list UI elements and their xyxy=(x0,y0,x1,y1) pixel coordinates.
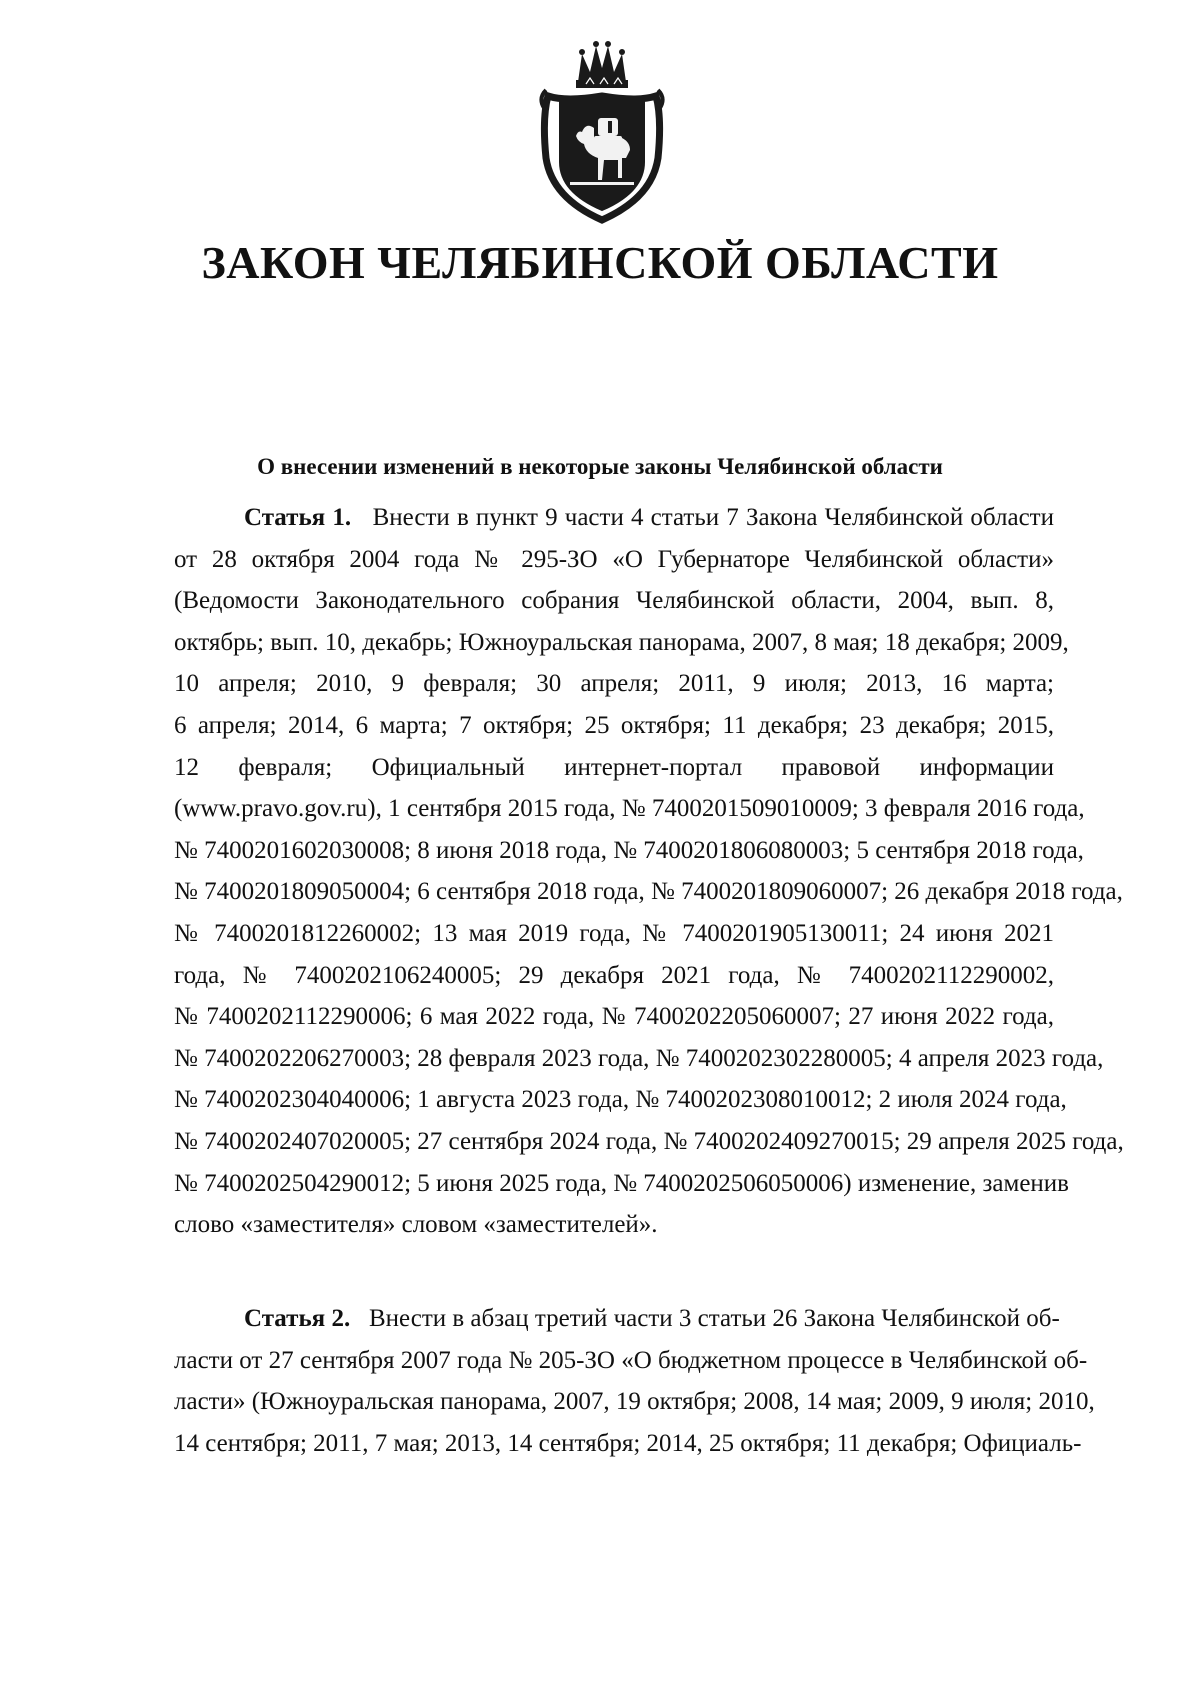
article-2 xyxy=(174,1298,1095,1464)
article-1-line: слово «заместителя» словом «заместителей». xyxy=(174,1211,658,1239)
article-1-line: № 7400201812260002; 13 мая 2019 года, № 7400201905130011; 24 июня 2021 xyxy=(174,919,1054,947)
article-2-line: ласти от 27 сентября 2007 года № 205-ЗО «О бюджетном процессе в Челябинской об- xyxy=(174,1346,1088,1374)
article-1-label: Статья 1. xyxy=(244,504,352,531)
article-1-line: октябрь; вып. 10, декабрь; Южноуральская панорама, 2007, 8 мая; 18 декабря; 2009, xyxy=(174,628,1069,656)
article-1-line: № 7400202206270003; 28 февраля 2023 года, № 7400202302280005; 4 апреля 2023 года, xyxy=(174,1044,1104,1072)
article-1-line: от 28 октября 2004 года № 295-ЗО «О Губернаторе Челябинской области» xyxy=(174,545,1054,573)
article-2-line: 14 сентября; 2011, 7 мая; 2013, 14 сентября; 2014, 25 октября; 11 декабря; Официаль- xyxy=(174,1429,1082,1457)
crown-icon xyxy=(576,41,628,88)
article-1-line: № 7400202304040006; 1 августа 2023 года, № 7400202308010012; 2 июля 2024 года, xyxy=(174,1086,1067,1114)
document-subtitle: О внесении изменений в некоторые законы Челябинской области xyxy=(257,454,943,479)
article-1-line: № 7400202504290012; 5 июня 2025 года, № 7400202506050006) изменение, заменив xyxy=(174,1169,1069,1197)
article-1-line: Статья 1. Внести в пункт 9 части 4 статьи 7 Закона Челябинской области xyxy=(244,504,1054,531)
article-2-line: Статья 2. Внести в абзац третий части 3 статьи 26 Закона Челябинской об- xyxy=(244,1305,1060,1332)
document-title: ЗАКОН ЧЕЛЯБИНСКОЙ ОБЛАСТИ xyxy=(201,237,999,288)
article-1-line: № 7400201809050004; 6 сентября 2018 года, № 7400201809060007; 26 декабря 2018 года, xyxy=(174,878,1123,906)
article-1-line: № 7400202112290006; 6 мая 2022 года, № 7400202205060007; 27 июня 2022 года, xyxy=(174,1003,1054,1031)
article-1-line: № 7400202407020005; 27 сентября 2024 года, № 7400202409270015; 29 апреля 2025 года, xyxy=(174,1127,1124,1155)
article-2-line: ласти» (Южноуральская панорама, 2007, 19 октября; 2008, 14 мая; 2009, 9 июля; 2010, xyxy=(174,1388,1095,1416)
article-1-line: (Ведомости Законодательного собрания Челябинской области, 2004, вып. 8, xyxy=(174,587,1054,615)
article-1-line: 6 апреля; 2014, 6 марта; 7 октября; 25 октября; 11 декабря; 23 декабря; 2015, xyxy=(174,711,1054,739)
coat-of-arms-emblem xyxy=(538,38,666,224)
article-1-line: года, № 7400202106240005; 29 декабря 2021 года, № 7400202112290002, xyxy=(174,961,1054,989)
article-1-line: 10 апреля; 2010, 9 февраля; 30 апреля; 2011, 9 июля; 2013, 16 марта; xyxy=(174,670,1054,698)
article-1-line: № 7400201602030008; 8 июня 2018 года, № 7400201806080003; 5 сентября 2018 года, xyxy=(174,836,1084,864)
article-2-label: Статья 2. xyxy=(244,1305,351,1332)
article-1 xyxy=(174,497,1124,1246)
article-1-line: 12 февраля; Официальный интернет-портал правовой информации xyxy=(174,753,1054,781)
article-1-line: (www.pravo.gov.ru), 1 сентября 2015 года, № 7400201509010009; 3 февраля 2016 года, xyxy=(174,795,1085,823)
